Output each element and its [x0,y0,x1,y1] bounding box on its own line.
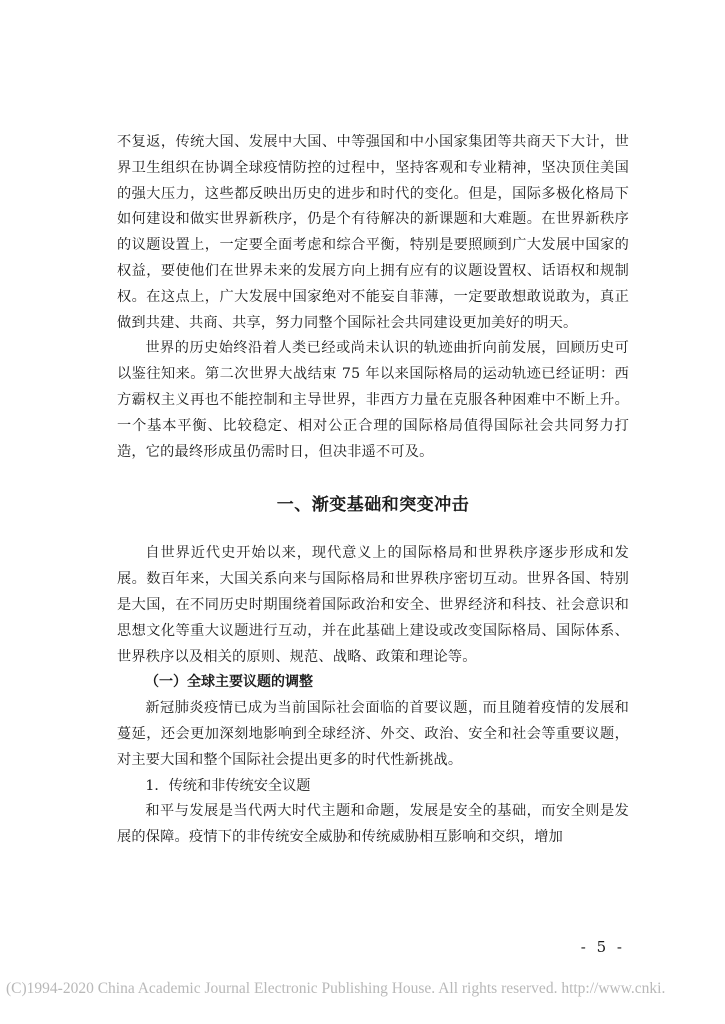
body-paragraph-history: 世界的历史始终沿着人类已经或尚未认识的轨迹曲折向前发展，回顾历史可以鉴往知来。第二次世界大战结束 75 年以来国际格局的运动轨迹已经证明：西方霸权主义再也不能控制和主导世界，非西方力量在克服各种困难中不断上升。一个基本平衡、比较稳定、相对公正合理的国际格局值得国际社会共同努力打造，它的最终形成虽仍需时日，但决非遥不可及。 [117,340,629,460]
item-heading: 1．传统和非传统安全议题 [145,777,311,794]
subsection-heading: （一）全球主要议题的调整 [145,674,313,691]
page-number: - 5 - [580,938,625,956]
copyright-footer: (C)1994-2020 China Academic Journal Electronic Publishing House. All rights reserved. http://www.cnki. [6,980,666,997]
body-paragraph-covid: 新冠肺炎疫情已成为当前国际社会面临的首要议题，而且随着疫情的发展和蔓延，还会更加深刻地影响到全球经济、外交、政治、安全和社会等重要议题，对主要大国和整个国际社会提出更多的时代性新挑战。 [117,700,629,768]
page-body [117,130,629,851]
body-paragraph-peace: 和平与发展是当代两大时代主题和命题，发展是安全的基础，而安全则是发展的保障。疫情下的非传统安全威胁和传统威胁相互影响和交织，增加 [117,803,629,846]
section-heading: 一、渐变基础和突变冲击 [276,495,470,516]
body-paragraph-modern: 自世界近代史开始以来，现代意义上的国际格局和世界秩序逐步形成和发展。数百年来，大国关系向来与国际格局和世界秩序密切互动。世界各国、特别是大国，在不同历史时期围绕着国际政治和安全、世界经济和科技、社会意识和思想文化等重大议题进行互动，并在此基础上建设或改变国际格局、国际体系、世界秩序以及相关的原则、规范、战略、政策和理论等。 [117,545,629,665]
body-paragraph-continuation: 不复返，传统大国、发展中大国、中等强国和中小国家集团等共商天下大计，世界卫生组织在协调全球疫情防控的过程中，坚持客观和专业精神，坚决顶住美国的强大压力，这些都反映出历史的进步和时代的变化。但是，国际多极化格局下如何建设和做实世界新秩序，仍是个有待解决的新课题和大难题。在世界新秩序的议题设置上，一定要全面考虑和综合平衡，特别是要照顾到广大发展中国家的权益，要使他们在世界未来的发展方向上拥有应有的议题设置权、话语权和规制权。在这点上，广大发展中国家绝对不能妄自菲薄，一定要敢想敢说敢为，真正做到共建、共商、共享，努力同整个国际社会共同建设更加美好的明天。 [117,134,629,331]
